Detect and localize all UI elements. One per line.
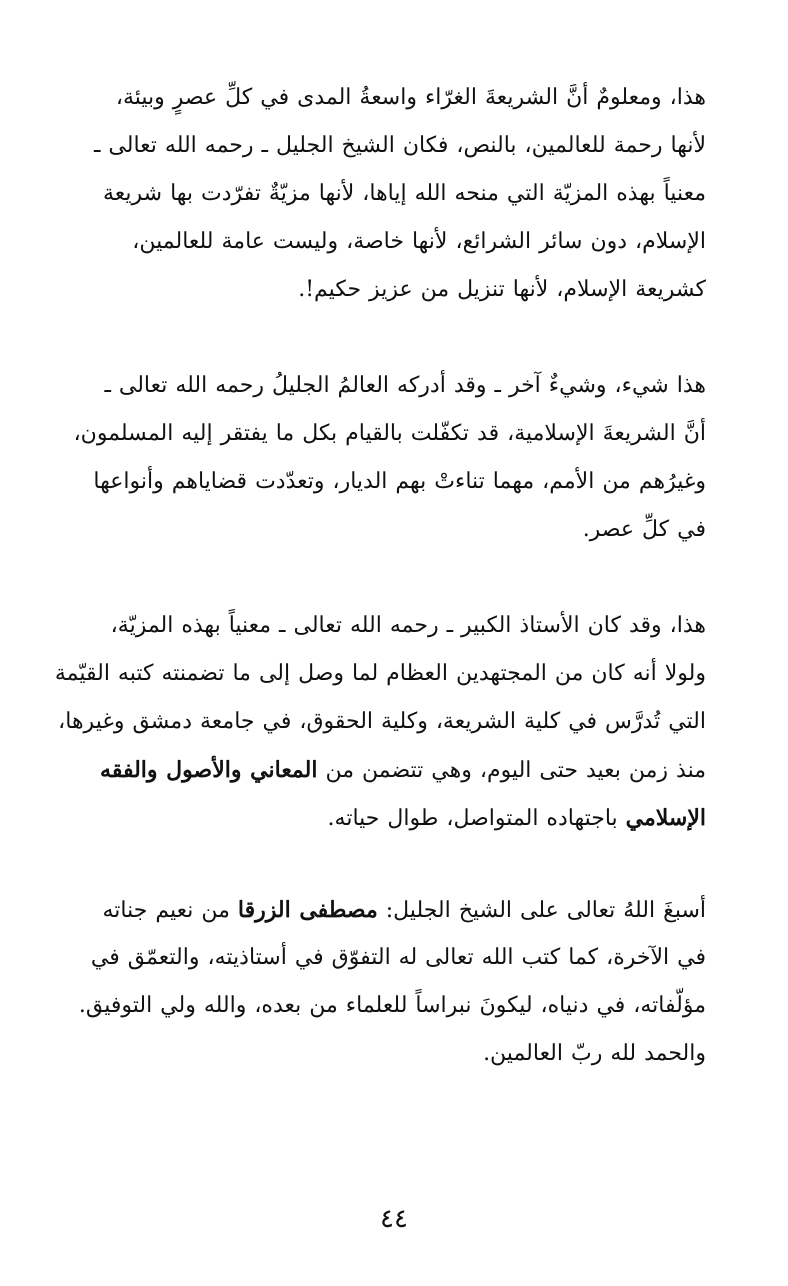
line-text: منذ زمن بعيد حتى اليوم، وهي تتضمن من: [325, 758, 706, 783]
paragraph-line: مؤلّفاته، في دنياه، ليكونَ نبراساً للعلماء من بعده، والله ولي التوفيق.: [78, 993, 706, 1018]
paragraph-line: هذا، وقد كان الأستاذ الكبير ـ رحمه الله تعالى ـ معنياً بهذه المزيّة،: [110, 613, 706, 638]
paragraph-line: هذا شيء، وشيءٌ آخر ـ وقد أدركه العالمُ الجليلُ رحمه الله تعالى ـ: [104, 373, 706, 398]
line-text: من نعيم جناته: [102, 898, 238, 923]
paragraph-line: في الآخرة، كما كتب الله تعالى له التفوّق في أستاذيته، والتعمّق في: [90, 945, 706, 970]
bold-word: الإسلامي: [625, 805, 706, 831]
paragraph-3: [40, 602, 706, 842]
line-text: أسبغَ اللهُ تعالى على الشيخ الجليل:: [377, 898, 706, 923]
paragraph-line: التي تُدرَّس في كلية الشريعة، وكلية الحقوق، في جامعة دمشق وغيرها،: [58, 709, 706, 734]
paragraph-line: [40, 794, 706, 842]
paragraph-line: معنياً بهذه المزيّة التي منحه الله إياها، لأنها مزيّةٌ تفرّدت بها شريعة: [102, 181, 706, 206]
paragraph-line: في كلِّ عصر.: [582, 517, 706, 542]
line-text: باجتهاده المتواصل، طوال حياته.: [327, 806, 626, 831]
paragraph-line: والحمد لله ربّ العالمين.: [483, 1041, 706, 1066]
paragraph-line: ولولا أنه كان من المجتهدين العظام لما وصل إلى ما تضمنته كتبه القيّمة: [54, 661, 706, 686]
paragraph-line: كشريعة الإسلام، لأنها تنزيل من عزيز حكيم!.: [298, 277, 706, 302]
paragraph-line: أنَّ الشريعةَ الإسلامية، قد تكفّلت بالقيام بكل ما يفتقر إليه المسلمون،: [73, 421, 706, 446]
bold-name: مصطفى الزرقا: [237, 897, 378, 923]
paragraph-line: وغيرُهم من الأمم، مهما تناءتْ بهم الديار، وتعدّدت قضاياهم وأنواعها: [93, 469, 706, 494]
paragraph-line: الإسلام، دون سائر الشرائع، لأنها خاصة، وليست عامة للعالمين،: [132, 229, 706, 254]
paragraph-line: هذا، ومعلومٌ أنَّ الشريعةَ الغرّاء واسعةُ المدى في كلِّ عصرٍ وبيئة،: [115, 85, 706, 110]
page-number: ٤٤: [380, 1204, 408, 1234]
paragraph-2: [40, 362, 706, 554]
paragraph-line: [40, 746, 706, 794]
paragraph-4: [40, 886, 706, 1078]
bold-phrase: المعاني والأصول والفقه: [100, 757, 318, 783]
paragraph-1: [40, 74, 706, 314]
paragraph-line: [40, 886, 706, 934]
paragraph-line: لأنها رحمة للعالمين، بالنص، فكان الشيخ الجليل ـ رحمه الله تعالى ـ: [93, 133, 706, 158]
